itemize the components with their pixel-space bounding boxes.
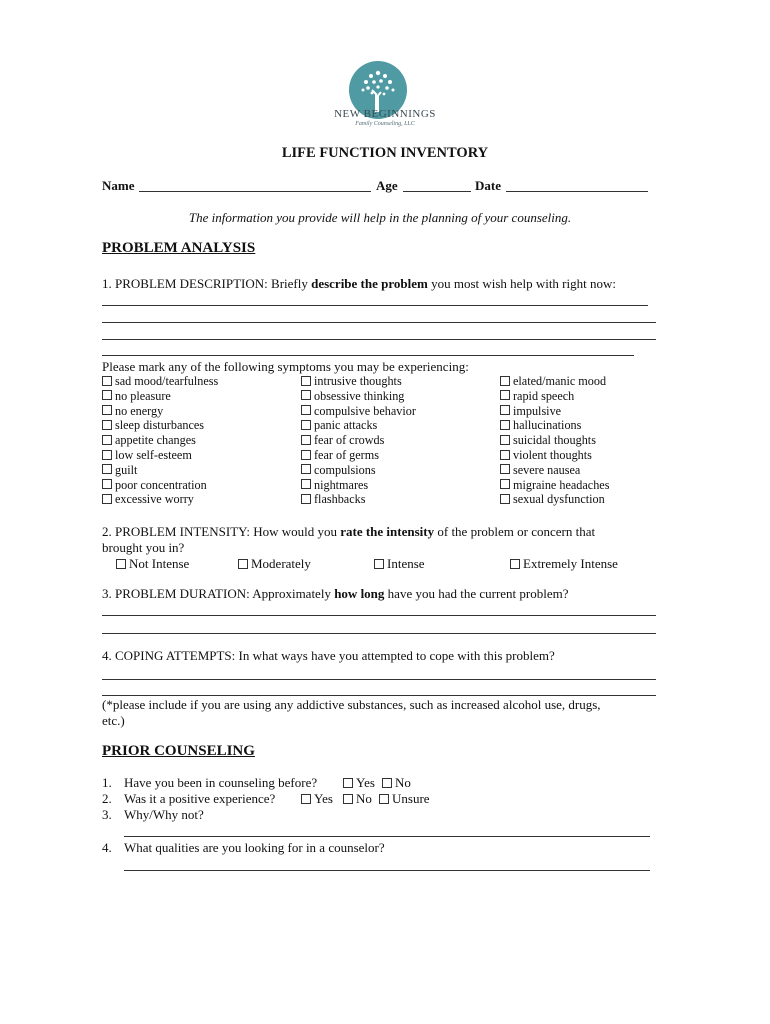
symptom-label: suicidal thoughts bbox=[513, 433, 596, 448]
checkbox[interactable] bbox=[382, 778, 392, 788]
question-text: What qualities are you looking for in a counselor? bbox=[124, 840, 385, 855]
checkbox[interactable] bbox=[301, 464, 311, 474]
date-label: Date bbox=[475, 178, 501, 193]
name-field[interactable] bbox=[139, 191, 371, 192]
answer-line[interactable] bbox=[102, 615, 656, 616]
symptom-label: poor concentration bbox=[115, 477, 207, 492]
symptom-label: nightmares bbox=[314, 477, 369, 492]
option-yes[interactable] bbox=[301, 791, 333, 807]
checkbox[interactable] bbox=[500, 450, 510, 460]
checkbox[interactable] bbox=[102, 494, 112, 504]
item-number: 3. bbox=[102, 807, 112, 822]
problem-analysis-heading: PROBLEM ANALYSIS bbox=[102, 240, 256, 256]
symptom-option[interactable] bbox=[500, 374, 606, 389]
checkbox[interactable] bbox=[102, 390, 112, 400]
checkbox[interactable] bbox=[510, 559, 520, 569]
checkbox[interactable] bbox=[102, 420, 112, 430]
checkbox[interactable] bbox=[500, 405, 510, 415]
checkbox[interactable] bbox=[301, 479, 311, 489]
checkbox[interactable] bbox=[102, 464, 112, 474]
intensity-option[interactable] bbox=[116, 556, 189, 572]
checkbox[interactable] bbox=[301, 450, 311, 460]
symptom-option[interactable] bbox=[102, 404, 163, 419]
item-number: 2. bbox=[102, 791, 112, 806]
symptom-label: low self-esteem bbox=[115, 448, 192, 462]
answer-line[interactable] bbox=[102, 355, 634, 356]
symptom-option[interactable] bbox=[500, 492, 605, 507]
checkbox[interactable] bbox=[379, 794, 389, 804]
checkbox[interactable] bbox=[500, 479, 510, 489]
symptom-option[interactable] bbox=[301, 463, 376, 478]
page-title: LIFE FUNCTION INVENTORY bbox=[281, 145, 489, 161]
intensity-option[interactable] bbox=[238, 556, 311, 572]
symptom-option[interactable] bbox=[500, 448, 592, 463]
q2-text: 2. PROBLEM INTENSITY: How would you bbox=[102, 524, 341, 539]
symptom-label: sexual dysfunction bbox=[513, 492, 605, 507]
q3-bold: how long bbox=[334, 586, 385, 601]
q1-bold: describe the problem bbox=[311, 276, 428, 291]
symptom-label: rapid speech bbox=[513, 388, 575, 403]
checkbox[interactable] bbox=[102, 405, 112, 415]
symptom-option[interactable] bbox=[301, 389, 404, 404]
symptom-option[interactable] bbox=[102, 433, 196, 448]
checkbox[interactable] bbox=[500, 494, 510, 504]
option-label: Yes bbox=[356, 775, 375, 790]
symptom-option[interactable] bbox=[102, 374, 218, 389]
option-yes[interactable] bbox=[343, 775, 375, 791]
symptom-option[interactable] bbox=[102, 478, 207, 493]
checkbox[interactable] bbox=[500, 376, 510, 386]
option-label: Extremely Intense bbox=[523, 556, 618, 571]
q3-text: 3. PROBLEM DURATION: Approximately bbox=[102, 586, 335, 601]
answer-line[interactable] bbox=[102, 695, 656, 696]
symptom-option[interactable] bbox=[500, 404, 561, 419]
checkbox[interactable] bbox=[343, 778, 353, 788]
symptom-option[interactable] bbox=[500, 418, 581, 433]
option-label: Unsure bbox=[392, 791, 430, 806]
symptom-label: excessive worry bbox=[115, 492, 194, 507]
symptom-label: guilt bbox=[115, 462, 138, 477]
checkbox[interactable] bbox=[301, 390, 311, 400]
option-label: Yes bbox=[314, 791, 333, 806]
symptom-label: no energy bbox=[115, 403, 164, 418]
q1-problem-description bbox=[102, 276, 616, 292]
option-label: No bbox=[395, 775, 411, 790]
symptom-option[interactable] bbox=[102, 492, 194, 507]
intensity-option[interactable] bbox=[374, 556, 425, 572]
date-field[interactable] bbox=[506, 191, 648, 192]
symptom-label: panic attacks bbox=[314, 418, 378, 433]
option-label: Moderately bbox=[251, 556, 311, 571]
symptom-label: obsessive thinking bbox=[314, 388, 405, 403]
age-field[interactable] bbox=[403, 191, 471, 192]
symptom-option[interactable] bbox=[500, 463, 580, 478]
option-label: Intense bbox=[387, 556, 425, 571]
symptom-option[interactable] bbox=[301, 374, 402, 389]
q2-bold: rate the intensity bbox=[340, 524, 435, 539]
logo-tagline: Family Counseling, LLC bbox=[355, 121, 415, 127]
checkbox[interactable] bbox=[102, 435, 112, 445]
symptom-option[interactable] bbox=[301, 433, 384, 448]
symptom-label: fear of germs bbox=[314, 448, 379, 462]
q3-text-end: have you had the current problem? bbox=[384, 586, 569, 601]
answer-line[interactable] bbox=[102, 633, 656, 634]
q2-line2: brought you in? bbox=[102, 540, 185, 555]
symptom-label: migraine headaches bbox=[513, 477, 610, 492]
q1-text: 1. PROBLEM DESCRIPTION: Briefly bbox=[102, 276, 312, 291]
answer-line[interactable] bbox=[102, 679, 656, 680]
question-text: Was it a positive experience? bbox=[124, 791, 276, 806]
checkbox[interactable] bbox=[301, 435, 311, 445]
symptom-option[interactable] bbox=[102, 463, 137, 478]
q2-text-end: of the problem or concern that bbox=[434, 524, 596, 539]
checkbox[interactable] bbox=[116, 559, 126, 569]
checkbox[interactable] bbox=[238, 559, 248, 569]
symptom-option[interactable] bbox=[500, 433, 596, 448]
option-no[interactable] bbox=[382, 775, 411, 791]
symptom-option[interactable] bbox=[102, 389, 171, 404]
symptom-option[interactable] bbox=[301, 492, 365, 507]
checkbox[interactable] bbox=[102, 376, 112, 386]
checkbox[interactable] bbox=[301, 794, 311, 804]
substance-note: (*please include if you are using any addictive substances, such as increased alcohol use, drugs, bbox=[102, 697, 601, 712]
symptom-option[interactable] bbox=[102, 448, 192, 463]
symptom-label: impulsive bbox=[513, 403, 562, 418]
q1-text-end: you most wish help with right now: bbox=[427, 276, 616, 291]
option-label: Not Intense bbox=[129, 556, 190, 571]
symptom-label: appetite changes bbox=[115, 433, 196, 448]
substance-note-end: etc.) bbox=[102, 713, 125, 728]
checkbox[interactable] bbox=[500, 464, 510, 474]
symptom-label: severe nausea bbox=[513, 462, 581, 477]
option-label: No bbox=[356, 791, 372, 806]
q2-problem-intensity bbox=[102, 524, 595, 540]
item-number: 4. bbox=[102, 840, 112, 855]
age-label: Age bbox=[376, 178, 398, 193]
checkbox[interactable] bbox=[374, 559, 384, 569]
prior-counseling-heading: PRIOR COUNSELING bbox=[102, 743, 255, 759]
symptom-option[interactable] bbox=[102, 418, 204, 433]
answer-line[interactable] bbox=[102, 305, 648, 306]
checkbox[interactable] bbox=[500, 435, 510, 445]
symptom-label: compulsive behavior bbox=[314, 403, 416, 418]
checkbox[interactable] bbox=[301, 376, 311, 386]
symptom-label: no pleasure bbox=[115, 388, 171, 403]
checkbox[interactable] bbox=[343, 794, 353, 804]
item-number: 1. bbox=[102, 775, 112, 790]
symptom-label: compulsions bbox=[314, 462, 376, 477]
intensity-option[interactable] bbox=[510, 556, 618, 572]
symptom-label: fear of crowds bbox=[314, 433, 385, 448]
logo-name: NEW BEGINNINGS bbox=[334, 108, 436, 120]
answer-line[interactable] bbox=[124, 836, 650, 837]
q4-coping-attempts: 4. COPING ATTEMPTS: In what ways have you attempted to cope with this problem? bbox=[102, 648, 555, 663]
symptom-option[interactable] bbox=[301, 448, 379, 463]
symptom-label: hallucinations bbox=[513, 418, 582, 433]
name-label: Name bbox=[102, 178, 135, 193]
answer-line[interactable] bbox=[124, 870, 650, 871]
symptom-label: violent thoughts bbox=[513, 448, 592, 462]
symptoms-prompt: Please mark any of the following symptoms you may be experiencing: bbox=[102, 359, 469, 374]
checkbox[interactable] bbox=[500, 420, 510, 430]
question-text: Why/Why not? bbox=[124, 807, 204, 822]
q3-problem-duration bbox=[102, 586, 569, 602]
symptom-option[interactable] bbox=[301, 404, 416, 419]
symptom-option[interactable] bbox=[301, 418, 377, 433]
checkbox[interactable] bbox=[102, 450, 112, 460]
symptom-label: sad mood/tearfulness bbox=[115, 374, 219, 388]
symptom-label: intrusive thoughts bbox=[314, 374, 402, 388]
symptom-option[interactable] bbox=[500, 478, 609, 493]
checkbox[interactable] bbox=[500, 390, 510, 400]
symptom-option[interactable] bbox=[500, 389, 574, 404]
symptom-label: elated/manic mood bbox=[513, 374, 607, 388]
option-no[interactable] bbox=[343, 791, 372, 807]
symptom-label: sleep disturbances bbox=[115, 418, 205, 433]
answer-line[interactable] bbox=[102, 322, 656, 323]
intro-text: The information you provide will help in the planning of your counseling. bbox=[188, 210, 572, 225]
checkbox[interactable] bbox=[301, 420, 311, 430]
question-text: Have you been in counseling before? bbox=[124, 775, 318, 790]
option-unsure[interactable] bbox=[379, 791, 430, 807]
checkbox[interactable] bbox=[102, 479, 112, 489]
checkbox[interactable] bbox=[301, 494, 311, 504]
checkbox[interactable] bbox=[301, 405, 311, 415]
answer-line[interactable] bbox=[102, 339, 656, 340]
symptom-option[interactable] bbox=[301, 478, 368, 493]
symptom-label: flashbacks bbox=[314, 492, 366, 507]
